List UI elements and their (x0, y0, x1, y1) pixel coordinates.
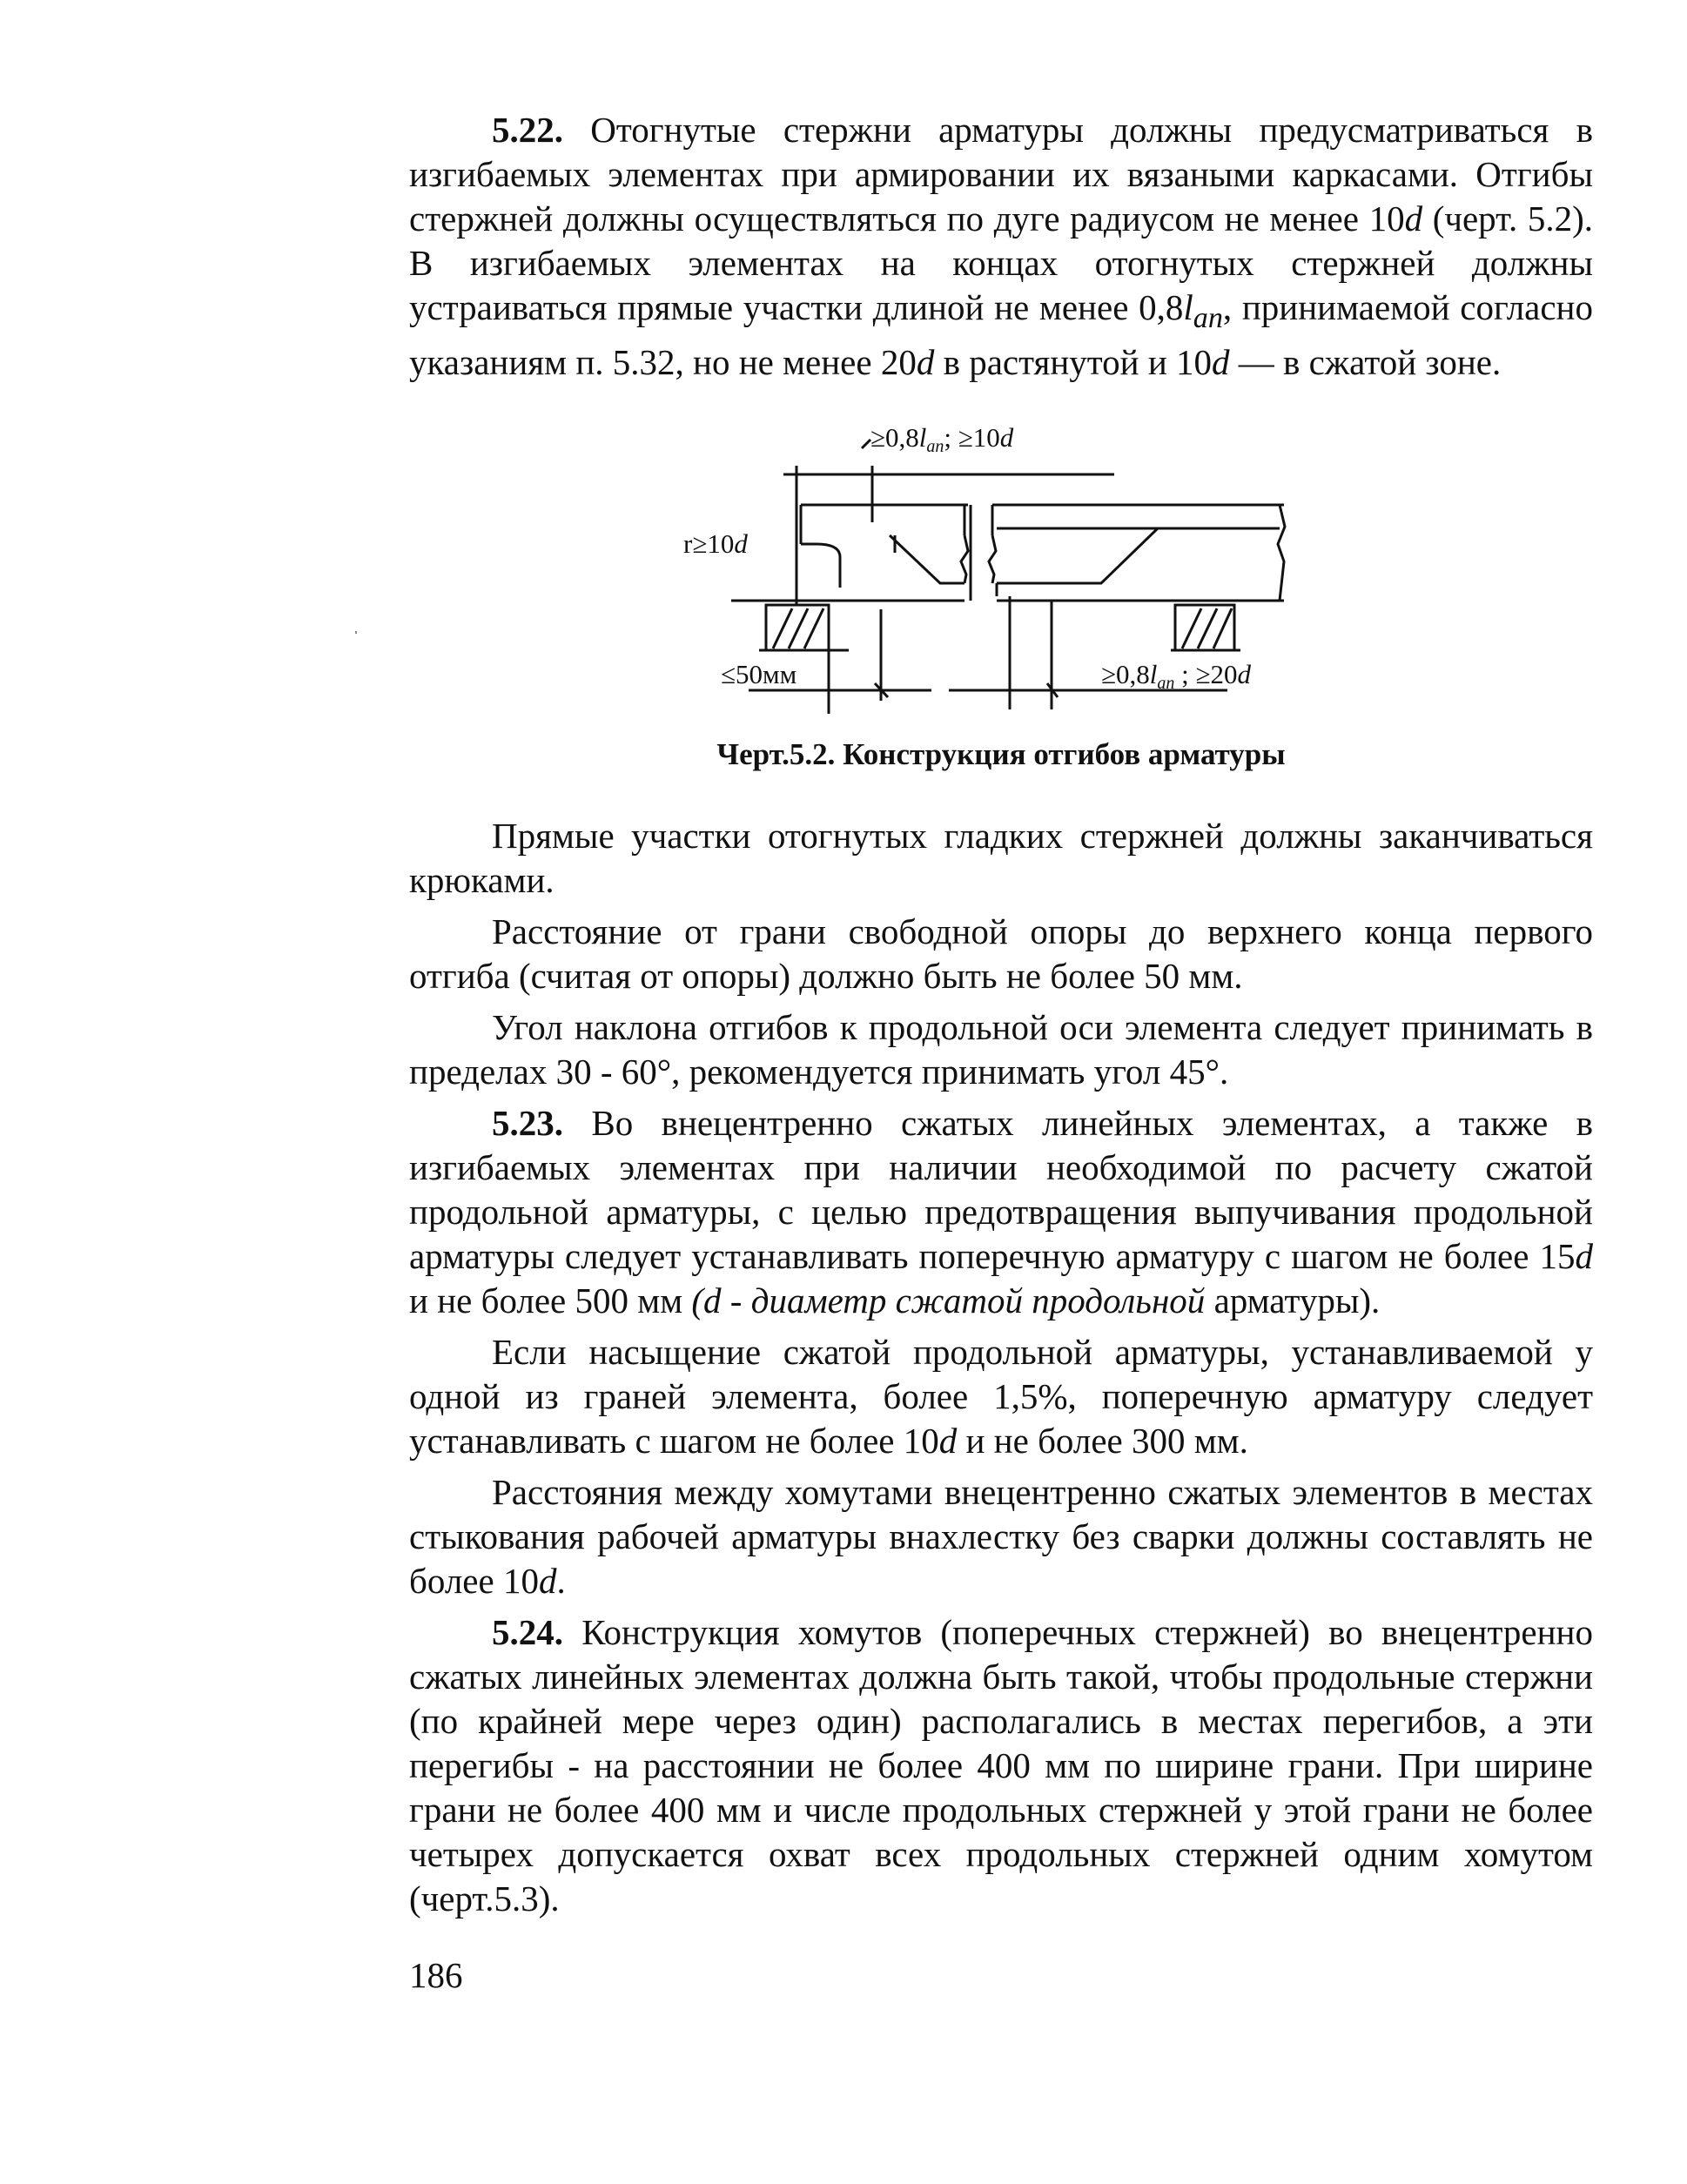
section-5-23: 5.23. Во внецентренно сжатых линейных элементах, а также в изгибаемых элементах при наличии необходимой по расчету сжатой продольной арматуры, с целью предотвращения выпучивания продольной арматуры следует устанавливать поперечную арматуру с шагом не более 15d и не более 500 мм (d - диаметр сжатой продольной арматуры). (409, 1103, 1593, 1320)
section-5-22: 5.22. Отогнутые стержни арматуры должны предусматриваться в изгибаемых элементах при армировании их вязаными каркасами. Отгибы стержней должны осуществляться по дуге радиусом не менее 10d (черт. 5.2). В изгибаемых элементах на концах отогнутых стержней должны устраиваться прямые участки длиной не менее $0,8l_{an}$, принимаемой согласно указаниям п. 5.32, но не менее 20d в растянутой и 10d — в сжатой зоне. (409, 110, 1594, 383)
bottom-dimension-label: ≥0,8lan ; ≥20d (1101, 659, 1252, 693)
paragraph-support-distance: Расстояние от грани свободной опоры до верхнего конца первого отгиба (считая от опоры) должно быть не более 50 мм. (409, 911, 1593, 996)
top-dimension-label: ≥0,8lan; ≥10d (870, 422, 1014, 456)
paragraph-saturation: Если насыщение сжатой продольной арматуры, устанавливаемой у одной из граней элемента, более 1,5%, поперечную арматуру следует устанавливать с шагом не более 10d и не более 300 мм. (409, 1332, 1593, 1461)
paragraph-angle: Угол наклона отгибов к продольной оси элемента следует принимать в пределах 30 - 60°, рекомендуется принимать угол 45°. (409, 1007, 1593, 1092)
paragraph-hooks: Прямые участки отогнутых гладких стержней должны заканчиваться крюками. (409, 816, 1593, 900)
section-number: 5.23. (492, 1103, 563, 1143)
radius-label: r≥10d (683, 528, 748, 559)
scan-speck (355, 631, 357, 634)
section-5-24: 5.24. Конструкция хомутов (поперечных стержней) во внецентренно сжатых линейных элементах должна быть такой, чтобы продольные стержни (по крайней мере через один) располагались в местах перегибов, а эти перегибы - на расстоянии не более 400 мм по ширине грани. При ширине грани не более 400 мм и числе продольных стержней у этой грани не более четырех допускается охват всех продольных стержней одним хомутом (черт.5.3). (409, 1612, 1593, 1919)
paragraph-stirrup-spacing: Расстояния между хомутами внецентренно сжатых элементов в местах стыкования рабочей арматуры внахлестку без сварки должны составлять не более 10d. (409, 1472, 1593, 1601)
section-number: 5.24. (492, 1612, 563, 1652)
lower-text-block (409, 814, 1593, 1928)
page-number: 186 (409, 1955, 463, 1995)
upper-text-block (409, 108, 1593, 392)
support-distance-label: ≤50мм (721, 659, 797, 689)
bent-bars-drawing (662, 422, 1341, 736)
section-number: 5.22. (492, 110, 563, 150)
figure-caption: Черт.5.2. Конструкция отгибов арматуры (716, 737, 1286, 771)
